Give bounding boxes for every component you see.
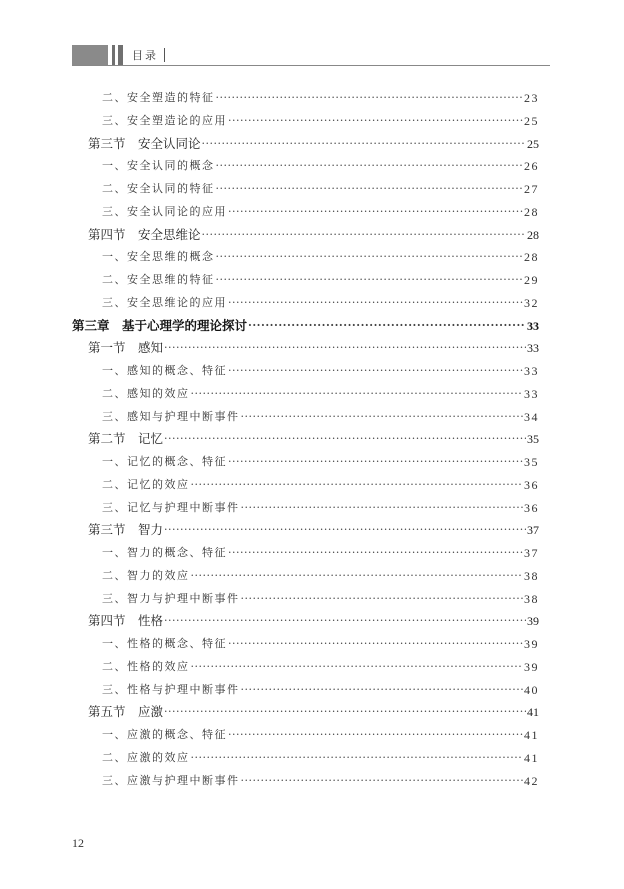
toc-entry-label: 二、安全思维的特征 xyxy=(102,274,215,286)
toc-leader-dots xyxy=(228,363,523,379)
toc-entry[interactable] xyxy=(88,698,539,720)
toc-entry-label: 二、性格的效应 xyxy=(102,660,190,673)
toc-entry-label: 三、性格与护理中断事件 xyxy=(102,683,240,696)
toc-entry-label: 二、感知的效应 xyxy=(102,387,190,400)
toc-entry[interactable] xyxy=(72,312,539,334)
toc-entry-label: 三、安全塑造论的应用 xyxy=(102,114,227,127)
toc-entry-page: 37 xyxy=(524,546,539,560)
toc-leader-dots xyxy=(164,522,526,538)
toc-entry-label: 二、记忆的效应 xyxy=(102,478,190,491)
toc-entry[interactable] xyxy=(102,630,539,652)
toc-leader-dots xyxy=(216,249,524,265)
toc-entry[interactable] xyxy=(102,198,539,220)
toc-entry[interactable] xyxy=(102,243,539,265)
toc-entry[interactable] xyxy=(102,471,539,493)
toc-leader-dots xyxy=(241,591,524,607)
toc-entry-page: 42 xyxy=(524,773,539,788)
toc-entry-label: 一、应激的概念、特征 xyxy=(102,729,227,741)
header-separator xyxy=(164,48,165,62)
toc-leader-dots xyxy=(216,158,524,174)
toc-leader-dots xyxy=(216,90,524,106)
toc-entry[interactable] xyxy=(102,448,539,470)
header-title: 目录 xyxy=(132,49,158,62)
toc-leader-dots xyxy=(202,227,526,243)
toc-leader-dots xyxy=(191,568,524,584)
toc-entry-page: 28 xyxy=(527,227,539,242)
toc-entry-page: 36 xyxy=(524,500,539,515)
toc-entry-page: 33 xyxy=(527,341,539,356)
toc-leader-dots xyxy=(228,113,523,129)
toc-entry[interactable] xyxy=(102,152,539,174)
toc-entry[interactable] xyxy=(102,676,539,698)
toc-entry-page: 25 xyxy=(527,136,539,151)
toc-entry-page: 39 xyxy=(524,659,539,674)
toc-entry-label: 第二节 记忆 xyxy=(88,432,164,447)
toc-leader-dots xyxy=(191,386,524,402)
toc-leader-dots xyxy=(164,340,526,356)
toc-entry-label: 三、应激与护理中断事件 xyxy=(102,774,240,787)
toc-entry-label: 三、记忆与护理中断事件 xyxy=(102,501,240,514)
toc-entry-page: 38 xyxy=(524,591,539,606)
toc-leader-dots xyxy=(164,431,526,447)
toc-entry[interactable] xyxy=(102,380,539,402)
toc-entry-page: 28 xyxy=(524,204,539,219)
toc-leader-dots xyxy=(216,181,524,197)
toc-entry-page: 39 xyxy=(524,637,539,651)
toc-entry-label: 第一节 感知 xyxy=(88,341,164,356)
toc-entry-page: 39 xyxy=(527,614,539,629)
toc-entry[interactable] xyxy=(88,425,539,447)
toc-leader-dots xyxy=(241,500,524,516)
toc-entry-label: 一、记忆的概念、特征 xyxy=(102,456,227,468)
toc-entry[interactable] xyxy=(102,266,539,288)
toc-leader-dots xyxy=(228,636,523,652)
header-bar-decoration xyxy=(112,45,115,65)
toc-entry[interactable] xyxy=(102,289,539,311)
running-header xyxy=(72,44,550,66)
toc-entry-label: 三、感知与护理中断事件 xyxy=(102,410,240,423)
toc-entry-page: 38 xyxy=(524,568,539,583)
toc-entry[interactable] xyxy=(88,130,539,152)
toc-entry-label: 第三章 基于心理学的理论探讨 xyxy=(72,318,248,333)
toc-entry-page: 27 xyxy=(524,182,539,196)
toc-leader-dots xyxy=(191,659,524,675)
toc-entry[interactable] xyxy=(102,744,539,766)
toc-entry[interactable] xyxy=(102,721,539,743)
toc-entry-label: 第四节 性格 xyxy=(88,614,164,629)
toc-entry[interactable] xyxy=(102,539,539,561)
toc-entry[interactable] xyxy=(88,221,539,243)
toc-entry[interactable] xyxy=(102,653,539,675)
toc-entry-page: 26 xyxy=(524,159,539,174)
toc-entry-page: 40 xyxy=(524,682,539,697)
toc-entry-page: 33 xyxy=(524,386,539,401)
toc-leader-dots xyxy=(191,477,524,493)
toc-leader-dots xyxy=(202,136,526,152)
toc-leader-dots xyxy=(228,295,523,311)
page-number: 12 xyxy=(72,836,84,850)
toc-entry[interactable] xyxy=(88,334,539,356)
toc-entry[interactable] xyxy=(102,585,539,607)
toc-entry-label: 一、智力的概念、特征 xyxy=(102,547,227,559)
toc-entry-page: 36 xyxy=(524,477,539,492)
toc-entry-page: 41 xyxy=(524,750,539,765)
toc-leader-dots xyxy=(241,773,524,789)
toc-entry-page: 35 xyxy=(524,455,539,469)
toc-entry[interactable] xyxy=(102,357,539,379)
toc-entry-page: 41 xyxy=(527,705,539,720)
toc-entry-label: 二、智力的效应 xyxy=(102,569,190,582)
toc-entry-label: 第三节 安全认同论 xyxy=(88,136,201,151)
header-bar-decoration xyxy=(118,45,123,65)
toc-entry[interactable] xyxy=(102,403,539,425)
toc-entry-page: 25 xyxy=(524,113,539,128)
toc-entry-label: 第五节 应激 xyxy=(88,705,164,720)
toc-entry[interactable] xyxy=(102,175,539,197)
toc-leader-dots xyxy=(248,318,526,334)
toc-leader-dots xyxy=(241,682,524,698)
toc-entry-page: 34 xyxy=(524,409,539,424)
toc-entry-label: 一、性格的概念、特征 xyxy=(102,638,227,650)
toc-entry-label: 一、感知的概念、特征 xyxy=(102,365,227,377)
toc-entry-page: 29 xyxy=(524,273,539,287)
toc-leader-dots xyxy=(216,272,524,288)
toc-entry-label: 一、安全认同的概念 xyxy=(102,160,215,173)
toc-leader-dots xyxy=(191,750,524,766)
toc-entry-label: 二、安全认同的特征 xyxy=(102,183,215,195)
toc-entry-page: 33 xyxy=(524,364,539,378)
toc-entry-page: 28 xyxy=(524,250,539,265)
toc-entry[interactable] xyxy=(88,607,539,629)
toc-leader-dots xyxy=(228,204,523,220)
toc-entry-label: 三、安全认同论的应用 xyxy=(102,205,227,218)
toc-entry-label: 二、应激的效应 xyxy=(102,751,190,764)
toc-entry-label: 第三节 智力 xyxy=(88,523,164,538)
toc-entry-page: 35 xyxy=(527,432,539,447)
toc-leader-dots xyxy=(164,613,526,629)
header-bar-decoration xyxy=(72,45,108,65)
toc-entry-page: 37 xyxy=(527,523,539,538)
toc-entry[interactable] xyxy=(102,84,539,106)
toc-entry-label: 第四节 安全思维论 xyxy=(88,227,201,242)
toc-entry[interactable] xyxy=(102,767,539,789)
toc-leader-dots xyxy=(164,704,526,720)
toc-entry[interactable] xyxy=(88,516,539,538)
toc-entry[interactable] xyxy=(102,494,539,516)
toc-entry[interactable] xyxy=(102,107,539,129)
toc-entry[interactable] xyxy=(102,562,539,584)
toc-entry-page: 23 xyxy=(524,91,539,105)
toc-entry-label: 二、安全塑造的特征 xyxy=(102,92,215,104)
toc-entry-label: 三、安全思维论的应用 xyxy=(102,296,227,309)
toc-entry-label: 一、安全思维的概念 xyxy=(102,251,215,264)
toc-entry-page: 33 xyxy=(527,318,539,333)
header-rule xyxy=(72,65,550,66)
toc-entry-page: 41 xyxy=(524,728,539,742)
toc-entry-page: 32 xyxy=(524,295,539,310)
toc-leader-dots xyxy=(228,545,523,561)
toc-leader-dots xyxy=(241,409,524,425)
toc-leader-dots xyxy=(228,454,523,470)
toc-entry-label: 三、智力与护理中断事件 xyxy=(102,592,240,605)
toc-leader-dots xyxy=(228,727,523,743)
